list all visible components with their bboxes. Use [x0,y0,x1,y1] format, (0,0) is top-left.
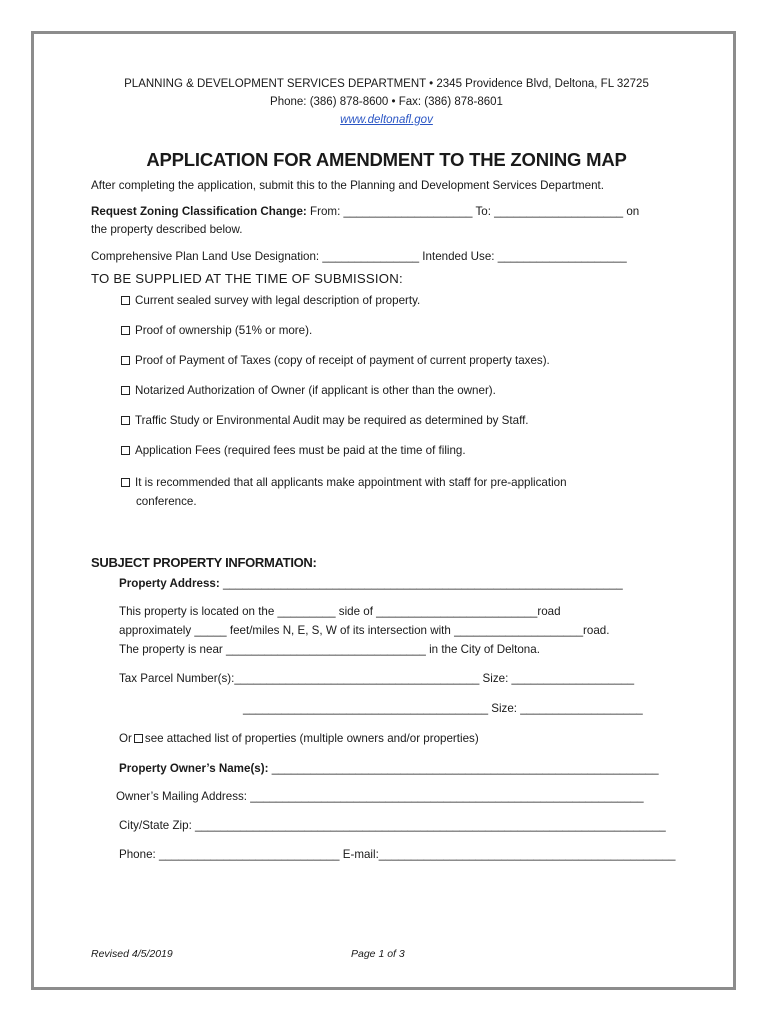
address-label: Property Address: [119,577,220,590]
checklist-item[interactable]: Notarized Authorization of Owner (if applicant is other than the owner). [121,384,496,397]
location-line-2[interactable]: approximately _____ feet/miles N, E, S, W of its intersection with ____________________road. [119,624,610,637]
location-line-1[interactable]: This property is located on the _________ side of _________________________road [119,605,561,618]
owner-field[interactable]: ____________________________________________________________ [268,762,659,775]
website-link[interactable]: www.deltonafl.gov [340,114,433,126]
checkbox-icon[interactable] [121,356,130,365]
intro-text: After completing the application, submit this to the Planning and Development Services Department. [91,179,604,192]
location-line-3[interactable]: The property is near _______________________________ in the City of Deltona. [119,643,540,656]
request-line [91,205,639,218]
request-fields[interactable]: From: ____________________ To: ____________________ on [306,205,640,218]
parcel-line-1[interactable]: Tax Parcel Number(s):______________________________________ Size: ___________________ [119,672,635,685]
department-address: PLANNING & DEVELOPMENT SERVICES DEPARTMENT • 2345 Providence Blvd, Deltona, FL 32725 [124,78,649,90]
checklist-item[interactable]: Traffic Study or Environmental Audit may be required as determined by Staff. [121,414,529,427]
address-field[interactable]: ______________________________________________________________ [219,577,623,590]
website-line [34,114,739,126]
page-number: Page 1 of 3 [351,948,405,960]
department-phone: Phone: (386) 878-8600 • Fax: (386) 878-8601 [270,96,503,108]
parcel-line-2[interactable]: ______________________________________ Size: ___________________ [243,702,643,715]
attached-list-line[interactable]: Or see attached list of properties (multiple owners and/or properties) [119,732,479,745]
checkbox-icon[interactable] [121,296,130,305]
mailing-address-line[interactable]: Owner’s Mailing Address: _____________________________________________________________ [116,790,644,803]
checkbox-icon[interactable] [121,446,130,455]
checkbox-icon[interactable] [121,416,130,425]
phone-email-line[interactable]: Phone: ____________________________ E-mail:______________________________________________ [119,848,676,861]
supplied-heading: TO BE SUPPLIED AT THE TIME OF SUBMISSION: [91,271,403,286]
city-state-zip-line[interactable]: City/State Zip: _________________________________________________________________________ [119,819,666,832]
checklist-item-continued: conference. [136,495,197,508]
checklist-item[interactable]: Proof of ownership (51% or more). [121,324,312,337]
revised-date: Revised 4/5/2019 [91,948,173,960]
owner-label: Property Owner’s Name(s): [119,762,269,775]
checklist-item[interactable]: Proof of Payment of Taxes (copy of receipt of payment of current property taxes). [121,354,550,367]
request-line-2: the property described below. [91,223,243,236]
checklist-item[interactable]: Application Fees (required fees must be paid at the time of filing. [121,444,466,457]
document-page [31,31,736,990]
checkbox-icon[interactable] [134,734,143,743]
owner-name-line[interactable] [119,762,659,775]
request-label: Request Zoning Classification Change: [91,205,307,218]
land-use-line[interactable]: Comprehensive Plan Land Use Designation: _______________ Intended Use: ____________________ [91,250,627,263]
checklist-item[interactable]: Current sealed survey with legal description of property. [121,294,420,307]
subject-heading: SUBJECT PROPERTY INFORMATION: [91,555,317,570]
page-title: APPLICATION FOR AMENDMENT TO THE ZONING MAP [146,149,627,170]
checkbox-icon[interactable] [121,478,130,487]
checklist-item[interactable]: It is recommended that all applicants make appointment with staff for pre-application [121,476,567,489]
checkbox-icon[interactable] [121,386,130,395]
address-line[interactable] [119,577,623,590]
checkbox-icon[interactable] [121,326,130,335]
